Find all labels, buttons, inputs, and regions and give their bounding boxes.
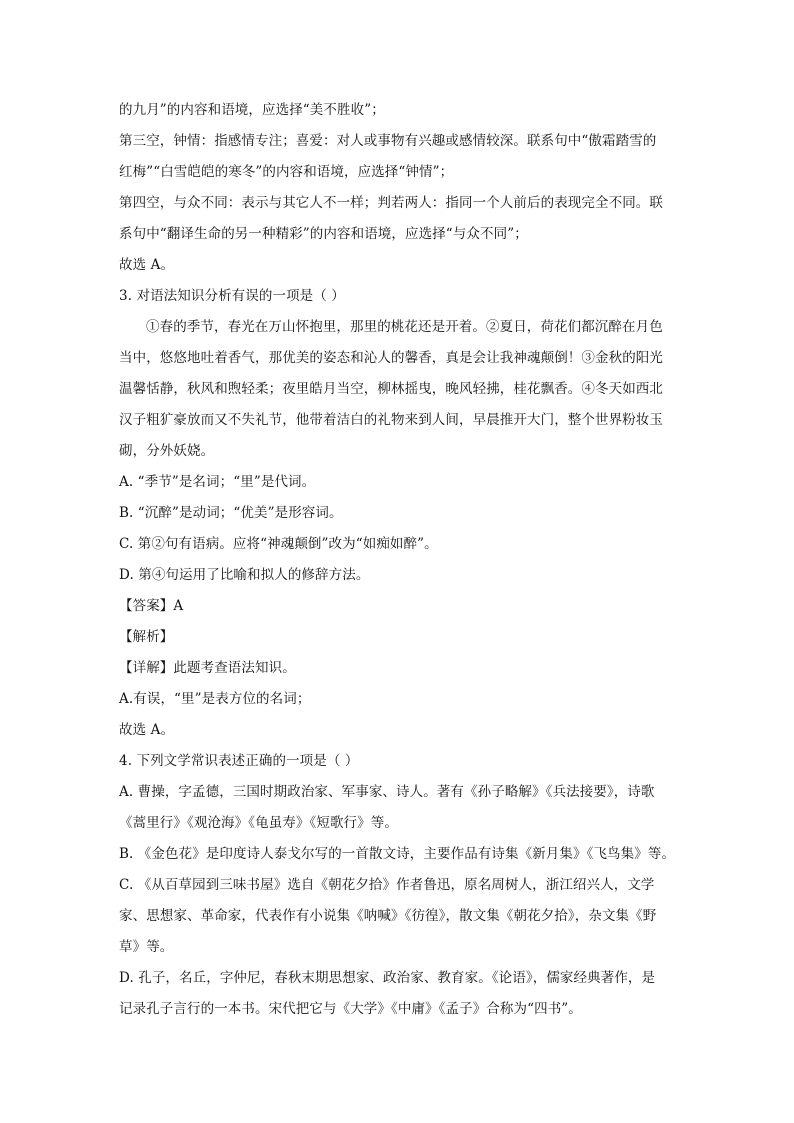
- option-c-continued: 家、思想家、革命家，代表作有小说集《呐喊》《彷徨》，散文集《朝花夕拾》，杂文集《野: [119, 908, 657, 924]
- text-line: 的九月”的内容和语境，应选择“美不胜收”；: [119, 102, 385, 118]
- q2-explanation: [119, 95, 679, 281]
- option-a: A. “季节”是名词；“里”是代词。: [119, 474, 316, 490]
- option-b: B. “沉醉”是动词；“优美”是形容词。: [119, 505, 343, 521]
- passage-line: ①春的季节，春光在万山怀抱里，那里的桃花还是开着。②夏日，荷花们都沉醉在月色: [146, 319, 663, 335]
- option-c: C. 《从百草园到三味书屋》选自《朝花夕拾》作者鲁迅，原名周树人，浙江绍兴人，文学: [119, 877, 655, 893]
- option-b: B. 《金色花》是印度诗人泰戈尔写的一首散文诗，主要作品有诗集《新月集》《飞鸟集》等。: [119, 846, 676, 862]
- option-c: C. 第②句有语病。应将“神魂颠倒”改为“如痴如醉”。: [119, 536, 438, 552]
- option-d: D. 第④句运用了比喻和拟人的修辞方法。: [119, 567, 370, 583]
- question-3: [119, 281, 679, 746]
- text-line: 红梅”“白雪皑皑的寒冬”的内容和语境，应选择“钟情”；: [119, 164, 454, 180]
- option-a-continued: 《蒿里行》《观沧海》《龟虽寿》《短歌行》等。: [119, 815, 398, 831]
- explanation: A.有误，“里”是表方位的名词；: [119, 691, 311, 707]
- passage-line: 砌，分外妖娆。: [119, 443, 215, 459]
- option-c-continued: 草》等。: [119, 939, 174, 955]
- passage-line: 当中，悠悠地吐着香气，那优美的姿态和沁人的馨香，真是会让我神魂颠倒！③金秋的阳光: [119, 350, 663, 366]
- text-line: 故选 A。: [119, 257, 175, 273]
- passage-line: 温馨恬静，秋风和煦轻柔；夜里皓月当空，柳林摇曳，晚风轻拂，桂花飘香。④冬天如西北: [119, 381, 663, 397]
- analysis-heading: 【解析】: [119, 629, 174, 645]
- option-d: D. 孔子，名丘，字仲尼，春秋末期思想家、政治家、教育家。《论语》，儒家经典著作，是: [119, 970, 656, 986]
- question-stem: 3. 对语法知识分析有误的一项是（ ）: [119, 288, 345, 304]
- passage-line: 汉子粗犷豪放而又不失礼节，他带着洁白的礼物来到人间，早晨推开大门，整个世界粉妆玉: [119, 412, 663, 428]
- question-stem: 4. 下列文学常识表述正确的一项是（ ）: [119, 753, 359, 769]
- conclusion: 故选 A。: [119, 722, 175, 738]
- text-line: 第四空，与众不同：表示与其它人不一样；判若两人：指同一个人前后的表现完全不同。联: [119, 195, 663, 211]
- detail: 【详解】此题考查语法知识。: [119, 660, 296, 676]
- text-line: 系句中“翻译生命的另一种精彩”的内容和语境，应选择“与众不同”；: [119, 226, 528, 242]
- question-4: [119, 746, 679, 1025]
- answer: 【答案】A: [119, 598, 184, 614]
- option-d-continued: 记录孔子言行的一本书。宋代把它与《大学》《中庸》《孟子》合称为“四书”。: [119, 1001, 582, 1017]
- text-line: 第三空，钟情：指感情专注；喜爱：对人或事物有兴趣或感情较深。联系句中“傲霜踏雪的: [119, 133, 657, 149]
- document-page: [119, 95, 679, 1025]
- option-a: A. 曹操，字孟德，三国时期政治家、军事家、诗人。著有《孙子略解》《兵法接要》，诗歌: [119, 784, 655, 800]
